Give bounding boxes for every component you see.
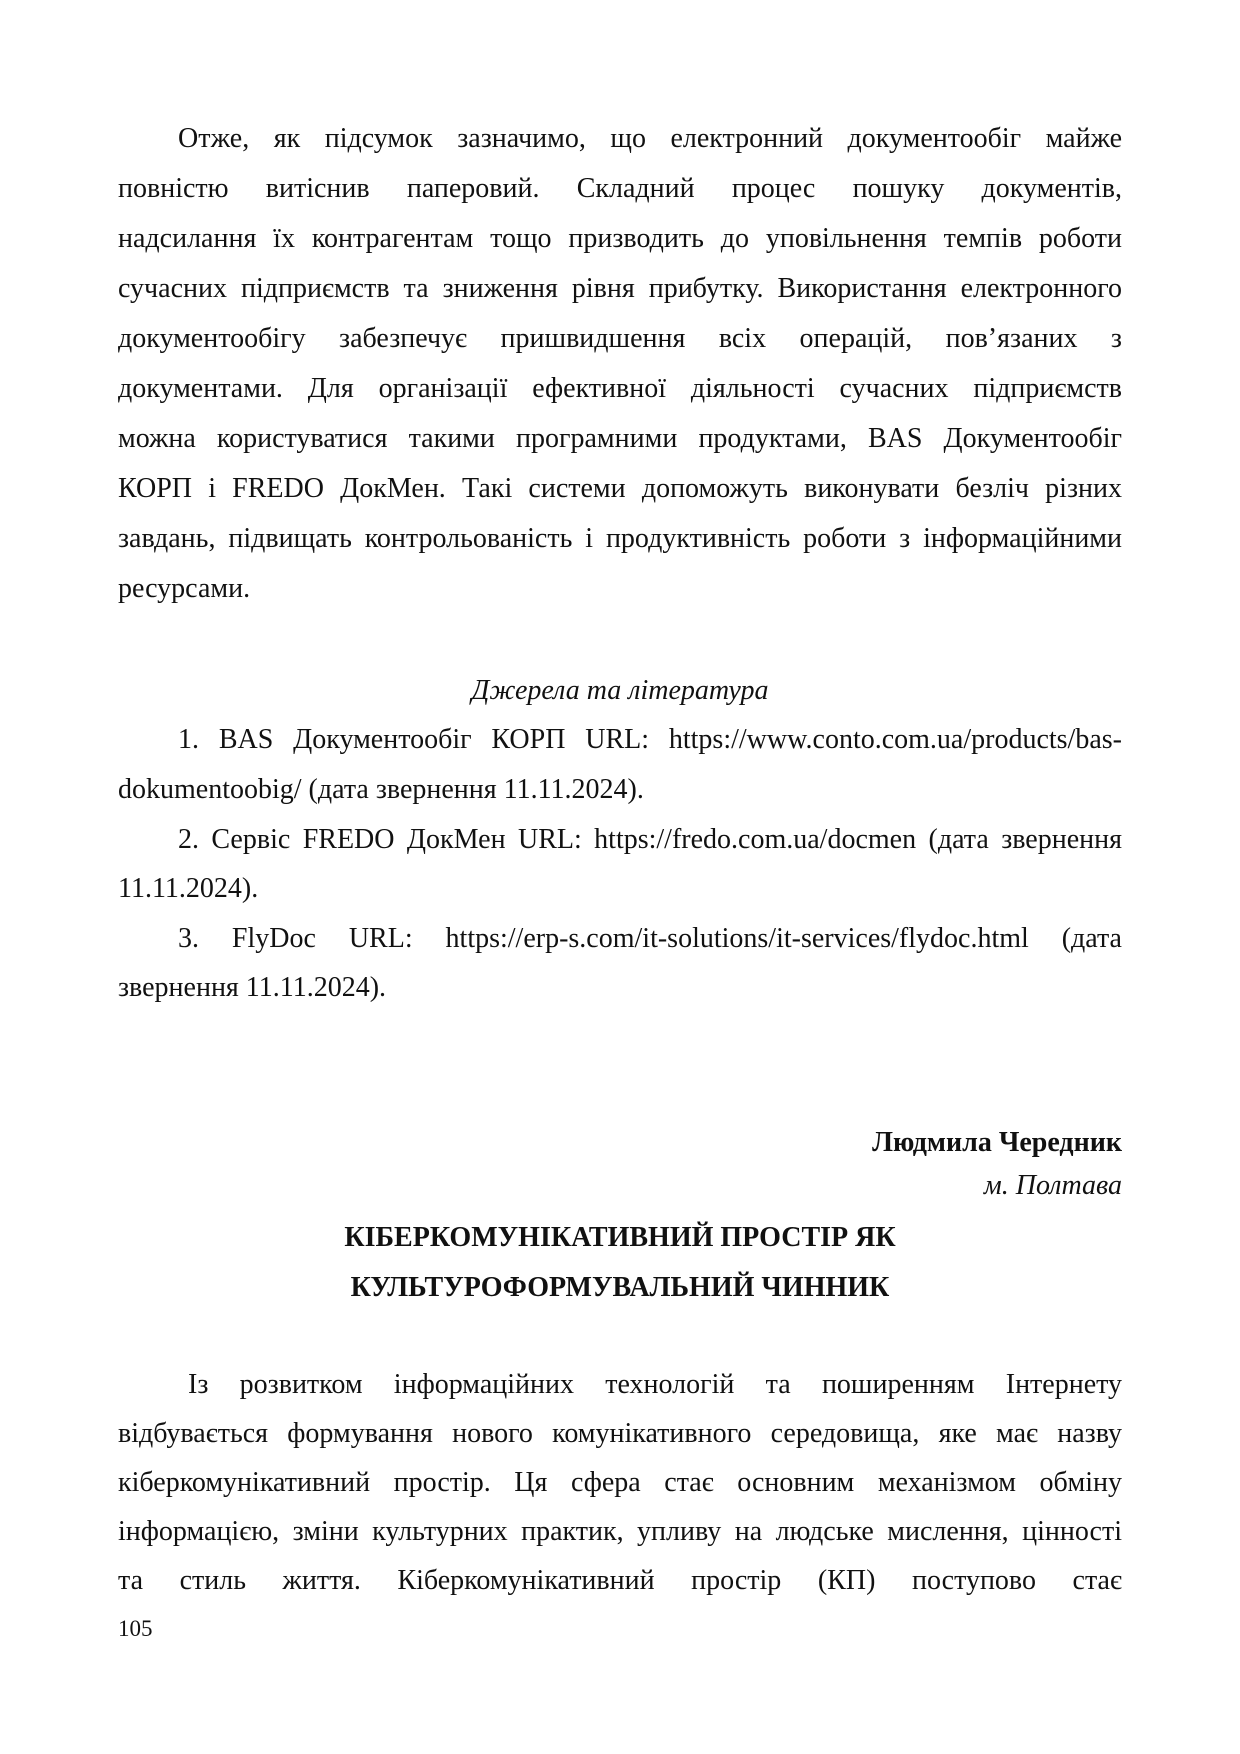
page-number: 105 <box>118 1616 153 1641</box>
author-city: м. Полтава <box>983 1170 1122 1201</box>
paragraph-line: Із розвитком інформаційних технологій та поширенням Інтернету <box>188 1369 1122 1400</box>
paragraph-line: відбувається формування нового комунікативного середовища, яке має назву <box>118 1418 1122 1449</box>
paragraph-line: та стиль життя. Кіберкомунікативний простір (КП) поступово стає <box>118 1565 1122 1596</box>
paragraph-line: сучасних підприємств та зниження рівня прибутку. Використання електронного <box>118 273 1122 304</box>
source-item-1: 1. BAS Документообіг КОРП URL: https://www.conto.com.ua/products/bas- <box>178 724 1122 755</box>
paragraph-line: документами. Для організації ефективної діяльності сучасних підприємств <box>118 373 1122 404</box>
paragraph-line: документообігу забезпечує пришвидшення всіх операцій, пов’язаних з <box>118 323 1122 354</box>
paragraph-line: кіберкомунікативний простір. Ця сфера стає основним механізмом обміну <box>118 1467 1122 1498</box>
paragraph-line: завдань, підвищать контрольованість і продуктивність роботи з інформаційними <box>118 523 1122 554</box>
source-item-1-continued: dokumentoobig/ (дата звернення 11.11.2024). <box>118 774 644 805</box>
sources-heading: Джерела та література <box>471 675 769 706</box>
source-item-2-continued: 11.11.2024). <box>118 873 259 904</box>
paragraph-line: повністю витіснив паперовий. Складний процес пошуку документів, <box>118 173 1122 204</box>
paragraph-line: можна користуватися такими програмними продуктами, BAS Документообіг <box>118 423 1122 454</box>
paragraph-line: ресурсами. <box>118 573 251 604</box>
article-title-line-1: КІБЕРКОМУНІКАТИВНИЙ ПРОСТІР ЯК <box>344 1222 896 1253</box>
paragraph-line: КОРП і FREDO ДокМен. Такі системи допоможуть виконувати безліч різних <box>118 473 1122 504</box>
source-item-2: 2. Сервіс FREDO ДокМен URL: https://fredo.com.ua/docmen (дата звернення <box>178 824 1122 855</box>
paragraph-line: надсилання їх контрагентам тощо призводить до уповільнення темпів роботи <box>118 223 1122 254</box>
paragraph-line: інформацією, зміни культурних практик, упливу на людське мислення, цінності <box>118 1516 1122 1547</box>
paragraph-line: Отже, як підсумок зазначимо, що електронний документообіг майже <box>178 123 1122 154</box>
source-item-3: 3. FlyDoc URL: https://erp-s.com/it-solutions/it-services/flydoc.html (дата <box>178 923 1122 954</box>
source-item-3-continued: звернення 11.11.2024). <box>118 972 387 1003</box>
article-title-line-2: КУЛЬТУРОФОРМУВАЛЬНИЙ ЧИННИК <box>350 1272 890 1303</box>
author-name: Людмила Чередник <box>872 1127 1122 1158</box>
